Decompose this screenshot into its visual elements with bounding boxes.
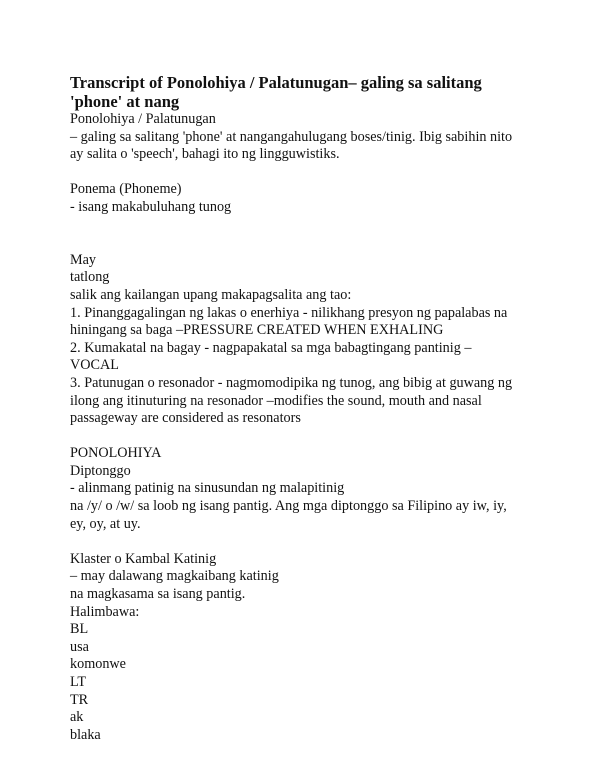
document-title bbox=[70, 73, 540, 111]
text-line: 1. Pinanggagalingan ng lakas o enerhiya - nilikhang presyon ng papalabas na bbox=[70, 304, 508, 321]
paragraph-gap bbox=[70, 428, 540, 446]
text-line: ilong ang itinuturing na resonador –modifies the sound, mouth and nasal bbox=[70, 392, 482, 409]
text-line: – may dalawang magkaibang katinig bbox=[70, 568, 279, 585]
text-line: VOCAL bbox=[70, 357, 119, 374]
paragraph-salik bbox=[70, 252, 540, 428]
text-line: Halimbawa: bbox=[70, 603, 140, 620]
text-line: Ponema (Phoneme) bbox=[70, 181, 182, 198]
title-line: Transcript of Ponolohiya / Palatunugan– galing sa salitang bbox=[70, 73, 482, 92]
text-line: ey, oy, at uy. bbox=[70, 515, 141, 532]
paragraph-gap bbox=[70, 533, 540, 551]
paragraph-diptonggo bbox=[70, 445, 540, 533]
text-line: usa bbox=[70, 638, 89, 655]
text-line: Klaster o Kambal Katinig bbox=[70, 550, 217, 567]
text-line: TR bbox=[70, 691, 89, 708]
paragraph-gap bbox=[70, 234, 540, 252]
text-line: - alinmang patinig na sinusundan ng malapitinig bbox=[70, 480, 345, 497]
text-line: passageway are considered as resonators bbox=[70, 410, 301, 427]
paragraph-gap bbox=[70, 164, 540, 182]
text-line: tatlong bbox=[70, 269, 110, 286]
title-line: 'phone' at nang bbox=[70, 92, 180, 111]
text-line: 3. Patunugan o resonador - nagmomodipika ng tunog, ang bibig at guwang ng bbox=[70, 374, 513, 391]
text-line: salik ang kailangan upang makapagsalita ang tao: bbox=[70, 286, 352, 303]
paragraph-gap bbox=[70, 217, 540, 235]
text-line: May bbox=[70, 251, 97, 268]
text-line: komonwe bbox=[70, 656, 126, 673]
text-line: BL bbox=[70, 621, 89, 638]
text-line: na magkasama sa isang pantig. bbox=[70, 586, 246, 603]
text-line: – galing sa salitang 'phone' at nangangahulugang boses/tinig. Ibig sabihin nito bbox=[70, 128, 513, 145]
text-line: - isang makabuluhang tunog bbox=[70, 198, 232, 215]
text-line: na /y/ o /w/ sa loob ng isang pantig. Ang mga diptonggo sa Filipino ay iw, iy, bbox=[70, 498, 507, 515]
text-line: Diptonggo bbox=[70, 462, 131, 479]
text-line: blaka bbox=[70, 726, 101, 743]
text-line: LT bbox=[70, 674, 87, 690]
paragraph-klaster bbox=[70, 551, 540, 745]
paragraph-ponolohiya bbox=[70, 111, 540, 164]
text-line: ay salita o 'speech', bahagi ito ng lingguwistiks. bbox=[70, 146, 340, 163]
text-line: Ponolohiya / Palatunugan bbox=[70, 111, 216, 127]
document-page bbox=[70, 73, 540, 744]
text-line: 2. Kumakatal na bagay - nagpapakatal sa mga babagtingang pantinig – bbox=[70, 339, 472, 356]
text-line: hiningang sa baga –PRESSURE CREATED WHEN EXHALING bbox=[70, 322, 444, 339]
paragraph-ponema bbox=[70, 181, 540, 216]
text-line: PONOLOHIYA bbox=[70, 445, 162, 462]
text-line: ak bbox=[70, 709, 84, 726]
